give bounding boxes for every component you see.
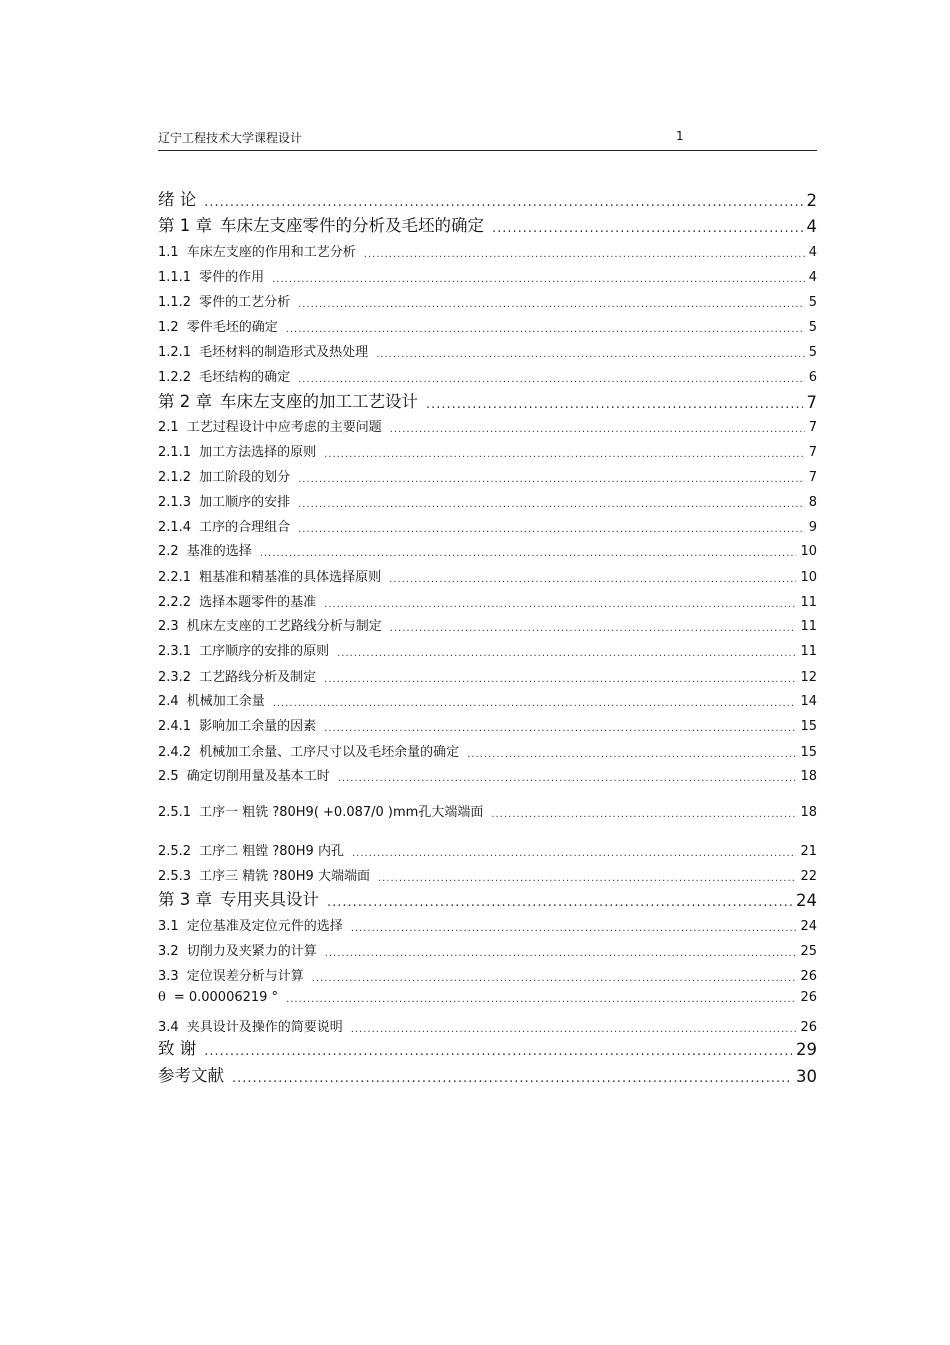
toc-entry-number: 2.1.3: [158, 495, 192, 510]
dot-leader: [324, 449, 805, 460]
toc-entry[interactable]: [158, 241, 817, 260]
toc-entry-title: 定位基准及定位元件的选择: [186, 919, 343, 934]
toc-entry-number: 2.1: [158, 420, 179, 435]
header-page-number: 1: [676, 129, 684, 143]
toc-entry[interactable]: [158, 915, 817, 934]
toc-entry-title: 基准的选择: [186, 544, 252, 559]
dot-leader: [351, 923, 797, 934]
toc-entry-page: 22: [800, 869, 817, 884]
toc-entry-number: 绪 论: [158, 190, 197, 209]
toc-entry[interactable]: [158, 316, 817, 335]
page-header: [158, 124, 817, 151]
toc-entry-number: 2.5.3: [158, 869, 192, 884]
toc-entry-title: = 0.00006219 °: [173, 990, 279, 1005]
dot-leader: [273, 698, 797, 709]
toc-entry-page: 2: [806, 191, 817, 210]
toc-entry-page: 10: [800, 570, 817, 585]
toc-entry-title: 加工阶段的划分: [199, 470, 291, 485]
toc-entry-number: 1.2.2: [158, 370, 192, 385]
dot-leader: [426, 397, 803, 412]
toc-entry[interactable]: [158, 291, 817, 310]
toc-entry[interactable]: [158, 441, 817, 460]
toc-entry-number: 2.3.2: [158, 670, 192, 685]
toc-entry-number: 3.3: [158, 969, 179, 984]
toc-entry[interactable]: [158, 491, 817, 510]
dot-leader: [327, 895, 792, 910]
dot-leader: [204, 1044, 792, 1059]
toc-entry-title: 选择本题零件的基准: [199, 595, 317, 610]
toc-entry-title: 工艺过程设计中应考虑的主要问题: [186, 420, 382, 435]
toc-entry[interactable]: [158, 801, 817, 820]
dot-leader: [338, 773, 797, 784]
toc-entry[interactable]: [158, 416, 817, 435]
toc-entry-number: θ: [158, 990, 166, 1005]
toc-entry-page: 10: [800, 544, 817, 559]
toc-entry-page: 5: [808, 320, 817, 335]
toc-entry-page: 26: [800, 969, 817, 984]
toc-entry-number: 第 2 章: [158, 392, 212, 411]
toc-entry[interactable]: [158, 840, 817, 859]
toc-entry-page: 14: [800, 694, 817, 709]
toc-entry[interactable]: [158, 1062, 817, 1086]
toc-entry-title: 加工方法选择的原则: [199, 445, 317, 460]
toc-entry-title: 零件毛坯的确定: [186, 320, 278, 335]
toc-entry-title: 加工顺序的安排: [199, 495, 291, 510]
toc-entry-number: 2.1.1: [158, 445, 192, 460]
toc-entry-page: 18: [800, 769, 817, 784]
toc-entry-number: 3.2: [158, 944, 179, 959]
toc-entry-page: 11: [800, 644, 817, 659]
dot-leader: [232, 1071, 792, 1086]
dot-leader: [337, 648, 796, 659]
dot-leader: [324, 674, 796, 685]
dot-leader: [352, 848, 796, 859]
toc-entry-page: 7: [808, 470, 817, 485]
toc-entry-number: 第 1 章: [158, 216, 212, 235]
toc-entry[interactable]: [158, 516, 817, 535]
toc-entry[interactable]: [158, 715, 817, 734]
dot-leader: [376, 349, 805, 360]
toc-entry[interactable]: [158, 341, 817, 360]
toc-entry-title: 粗基准和精基准的具体选择原则: [199, 570, 382, 585]
toc-entry-page: 7: [808, 445, 817, 460]
toc-entry-title: 零件的作用: [199, 270, 265, 285]
toc-entry-number: 2.1.4: [158, 520, 192, 535]
dot-leader: [364, 249, 805, 260]
toc-entry-page: 18: [800, 805, 817, 820]
dot-leader: [467, 749, 796, 760]
toc-entry-page: 29: [796, 1040, 817, 1059]
toc-entry-title: 毛坯结构的确定: [199, 370, 291, 385]
dot-leader: [324, 599, 796, 610]
toc-entry-number: 第 3 章: [158, 890, 212, 909]
toc-entry-page: 15: [800, 719, 817, 734]
toc-entry-page: 8: [808, 495, 817, 510]
dot-leader: [389, 574, 796, 585]
dot-leader: [298, 499, 805, 510]
toc-entry-title: 工序三 精铣 ?80H9 大端端面: [199, 869, 370, 884]
toc-entry-number: 2.5.1: [158, 805, 192, 820]
dot-leader: [325, 948, 797, 959]
toc-entry-page: 7: [808, 420, 817, 435]
toc-entry-title: 机械加工余量、工序尺寸以及毛坯余量的确定: [199, 745, 460, 760]
toc-entry[interactable]: [158, 591, 817, 610]
toc-entry[interactable]: [158, 990, 817, 1005]
toc-entry-title: 毛坯材料的制造形式及热处理: [199, 345, 369, 360]
dot-leader: [298, 299, 805, 310]
toc-entry-title: 车床左支座零件的分析及毛坯的确定: [220, 216, 484, 235]
dot-leader: [390, 623, 797, 634]
toc-entry[interactable]: [158, 366, 817, 385]
toc-entry-number: 3.1: [158, 919, 179, 934]
toc-entry-number: 1.1.1: [158, 270, 192, 285]
toc-entry-title: 切削力及夹紧力的计算: [186, 944, 317, 959]
dot-leader: [491, 809, 796, 820]
toc-entry-number: 2.4.1: [158, 719, 192, 734]
toc-entry-page: 11: [800, 595, 817, 610]
toc-entry-page: 15: [800, 745, 817, 760]
toc-entry-page: 12: [800, 670, 817, 685]
dot-leader: [298, 474, 805, 485]
toc-entry-page: 25: [800, 944, 817, 959]
toc-entry[interactable]: [158, 540, 817, 559]
toc-entry-number: 1.2.1: [158, 345, 192, 360]
dot-leader: [272, 274, 805, 285]
toc-entry-page: 26: [800, 990, 817, 1005]
dot-leader: [298, 524, 805, 535]
toc-entry[interactable]: [158, 640, 817, 659]
toc-entry-title: 工序二 粗镗 ?80H9 内孔: [199, 844, 344, 859]
toc-entry[interactable]: [158, 886, 817, 910]
toc-entry-number: 2.4.2: [158, 745, 192, 760]
toc-entry-title: 零件的工艺分析: [199, 295, 291, 310]
toc-entry-title: 工序一 粗铣 ?80H9( +0.087/0 )mm孔大端端面: [199, 805, 484, 820]
toc-entry-number: 2.3.1: [158, 644, 192, 659]
toc-entry[interactable]: [158, 186, 817, 210]
toc-entry[interactable]: [158, 1016, 817, 1035]
toc-entry[interactable]: [158, 690, 817, 709]
dot-leader: [260, 548, 797, 559]
toc-entry[interactable]: [158, 765, 817, 784]
dot-leader: [312, 973, 797, 984]
toc-entry-number: 2.2.1: [158, 570, 192, 585]
toc-entry-page: 30: [796, 1067, 817, 1086]
dot-leader: [298, 374, 805, 385]
toc-entry-title: 夹具设计及操作的简要说明: [186, 1020, 343, 1035]
school-name: 辽宁工程技术大学课程设计: [158, 131, 303, 145]
toc-entry[interactable]: [158, 466, 817, 485]
toc-entry-page: 4: [806, 217, 817, 236]
dot-leader: [492, 221, 803, 236]
toc-entry-title: 工序顺序的安排的原则: [199, 644, 330, 659]
toc-entry-number: 2.2.2: [158, 595, 192, 610]
toc-entry-title: 工序的合理组合: [199, 520, 291, 535]
toc-entry-title: 影响加工余量的因素: [199, 719, 317, 734]
toc-entry-number: 2.5: [158, 769, 179, 784]
toc-entry-page: 4: [808, 245, 817, 260]
toc-entry-title: 车床左支座的加工工艺设计: [220, 392, 418, 411]
toc-entry-number: 2.4: [158, 694, 179, 709]
toc-entry-number: 2.5.2: [158, 844, 192, 859]
toc-entry-number: 参考文献: [158, 1066, 224, 1085]
toc-entry-page: 4: [808, 270, 817, 285]
toc-entry-number: 致 谢: [158, 1039, 197, 1058]
toc-entry-page: 9: [808, 520, 817, 535]
toc-entry[interactable]: [158, 741, 817, 760]
toc-entry-title: 确定切削用量及基本工时: [186, 769, 330, 784]
toc-entry-title: 专用夹具设计: [220, 890, 319, 909]
toc-entry[interactable]: [158, 965, 817, 984]
dot-leader: [324, 723, 796, 734]
toc-entry-page: 6: [808, 370, 817, 385]
toc-entry-page: 5: [808, 295, 817, 310]
toc-entry-page: 5: [808, 345, 817, 360]
toc-entry-page: 21: [800, 844, 817, 859]
toc-entry-title: 定位误差分析与计算: [186, 969, 304, 984]
toc-entry[interactable]: [158, 266, 817, 285]
toc-entry[interactable]: [158, 940, 817, 959]
toc-entry[interactable]: [158, 615, 817, 634]
toc-entry-title: 工艺路线分析及制定: [199, 670, 317, 685]
dot-leader: [351, 1024, 797, 1035]
toc-entry-title: 机床左支座的工艺路线分析与制定: [186, 619, 382, 634]
toc-entry-number: 2.2: [158, 544, 179, 559]
toc-entry-number: 1.1: [158, 245, 179, 260]
toc-entry-number: 3.4: [158, 1020, 179, 1035]
toc-entry-title: 车床左支座的作用和工艺分析: [186, 245, 356, 260]
toc-entry[interactable]: [158, 865, 817, 884]
dot-leader: [390, 424, 805, 435]
toc-entry-page: 7: [806, 393, 817, 412]
toc-entry-page: 26: [800, 1020, 817, 1035]
toc-entry-number: 1.1.2: [158, 295, 192, 310]
toc-entry-number: 2.3: [158, 619, 179, 634]
toc-entry-page: 11: [800, 619, 817, 634]
toc-entry[interactable]: [158, 566, 817, 585]
dot-leader: [204, 195, 802, 210]
dot-leader: [286, 324, 805, 335]
toc-entry[interactable]: [158, 1035, 817, 1059]
dot-leader: [378, 873, 796, 884]
toc-entry[interactable]: [158, 666, 817, 685]
toc-entry-page: 24: [800, 919, 817, 934]
dot-leader: [286, 994, 796, 1005]
toc-entry[interactable]: [158, 212, 817, 236]
toc-entry-number: 1.2: [158, 320, 179, 335]
toc-entry[interactable]: [158, 388, 817, 412]
toc-entry-page: 24: [796, 891, 817, 910]
toc-entry-number: 2.1.2: [158, 470, 192, 485]
toc-entry-title: 机械加工余量: [186, 694, 265, 709]
